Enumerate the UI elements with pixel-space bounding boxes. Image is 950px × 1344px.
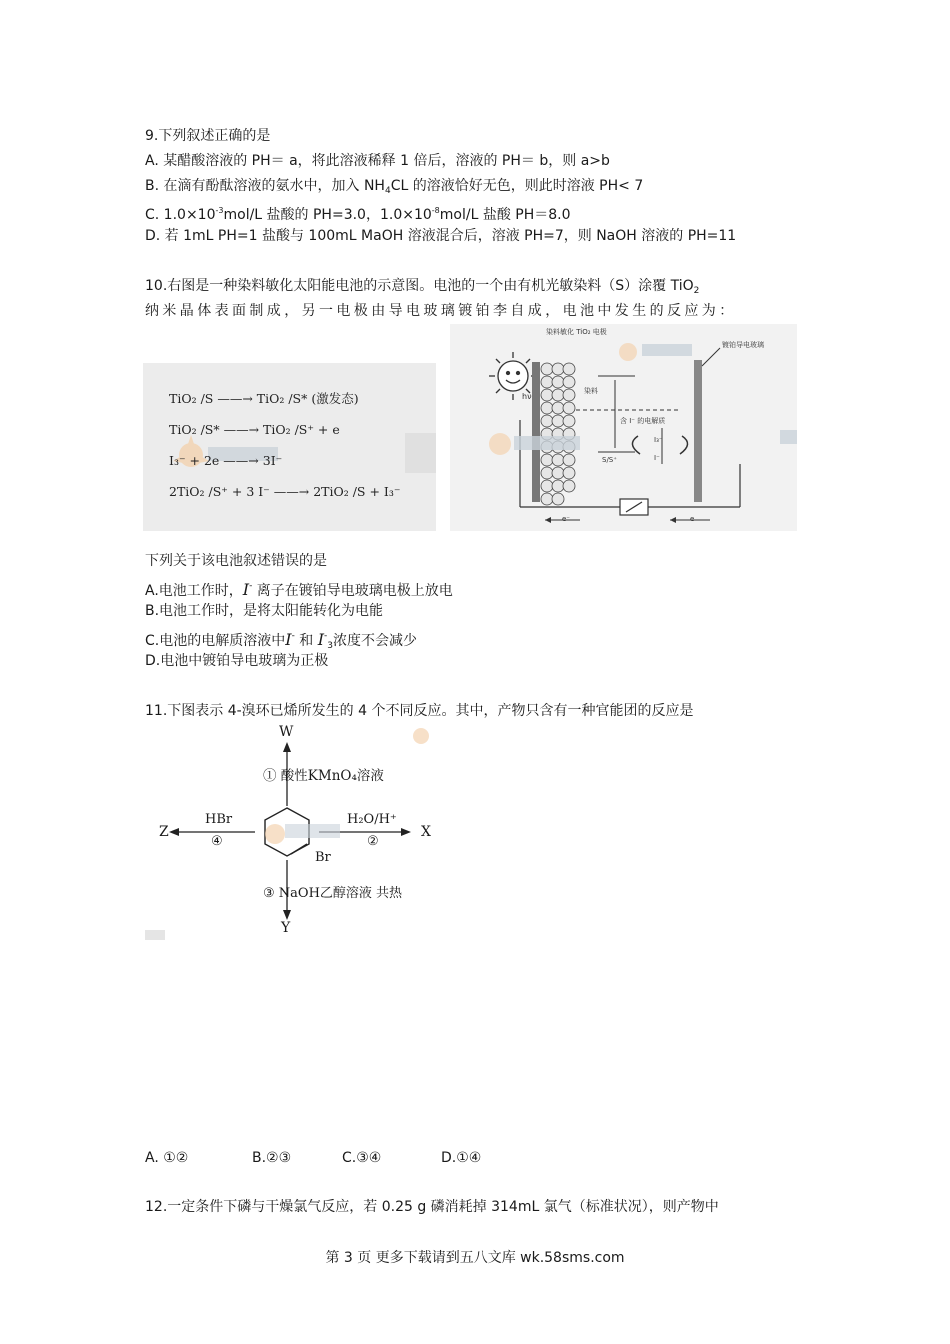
- q11-option-c: C.③④: [342, 1150, 382, 1166]
- label-i3: I₃⁻: [654, 436, 663, 444]
- q10-option-c: C.电池的电解质溶液中I- 和 $I^-_3$浓度不会减少: [145, 630, 418, 651]
- q9-option-c: C. $1.0\times 10^{-3}mol/L$ 盐酸的 PH=3.0，$1.0\times 10^{-8}mol/L$ 盐酸 PH＝8.0: [145, 206, 571, 223]
- product-z: Z: [159, 824, 169, 840]
- q9-title: 9.下列叙述正确的是: [145, 128, 271, 144]
- q9-option-d: D. 若 1mL PH=1 盐酸与 100mL MaOH 溶液混合后，溶液 PH=7，则 NaOH 溶液的 PH=11: [145, 228, 737, 244]
- solar-cell-diagram: [450, 324, 797, 531]
- label-pt-glass: 镀铂导电玻璃: [722, 341, 764, 349]
- q10-question: 下列关于该电池叙述错误的是: [145, 553, 327, 569]
- label-e-left: e⁻: [562, 515, 571, 523]
- label-s-s-plus: S/S⁺: [602, 456, 617, 464]
- reagent-hbr: HBr: [205, 812, 233, 827]
- q9-option-b: B. 在滴有酚酞溶液的氨水中，加入 $NH_4CL$ 的溶液恰好无色，则此时溶液 PH< 7: [145, 178, 644, 196]
- bromocyclohexene-reaction-diagram: [145, 724, 445, 940]
- page-footer: 第 3 页 更多下载请到五八文库 wk.58sms.com: [325, 1250, 625, 1266]
- reagent-h2o: H₂O/H⁺: [347, 812, 397, 827]
- q11-option-b: B.②③: [252, 1150, 292, 1166]
- q10-option-d: D.电池中镀铂导电玻璃为正极: [145, 653, 329, 669]
- reaction-3-label: ③ NaOH乙醇溶液 共热: [263, 886, 403, 901]
- reaction-2: TiO₂ /S* ——→ TiO₂ /S⁺ + e: [169, 422, 340, 437]
- product-y: Y: [281, 920, 291, 936]
- reaction-1: TiO₂ /S ——→ TiO₂ /S* (激发态): [169, 391, 359, 406]
- reaction-4: 2TiO₂ /S⁺ + 3 I⁻ ——→ 2TiO₂ /S + I₃⁻: [169, 484, 401, 499]
- reaction-4-label: ④: [211, 834, 223, 849]
- product-w: W: [279, 724, 294, 740]
- q11-option-d: D.①④: [441, 1150, 482, 1166]
- label-electrolyte: 含 I⁻ 的电解质: [620, 417, 666, 425]
- reaction-equations-figure: [143, 363, 436, 531]
- q11-title: 11.下图表示 4-溴环已烯所发生的 4 个不同反应。其中，产物只含有一种官能团的反应是: [145, 703, 694, 719]
- label-tio2-electrode: 染料敏化 TiO₂ 电极: [546, 328, 607, 336]
- q10-stem-line2: 纳米晶体表面制成，另一电极由导电玻璃镀铂李自成，电池中发生的反应为：: [145, 303, 737, 319]
- product-x: X: [421, 824, 431, 840]
- q12-text: 12.一定条件下磷与干燥氯气反应，若 0.25 g 磷消耗掉 314mL 氯气（标准状况），则产物中: [145, 1199, 719, 1215]
- reaction-3: I₃⁻ + 2e ——→ 3I⁻: [169, 453, 283, 468]
- q10-option-b: B.电池工作时，是将太阳能转化为电能: [145, 603, 384, 619]
- tio2-nanocrystal-layer: [541, 363, 575, 505]
- reaction-2-label: ②: [367, 834, 379, 849]
- label-i: I⁻: [654, 454, 660, 462]
- label-dye: 染料: [584, 387, 598, 395]
- q10-option-a: A.电池工作时，I- 离子在镀铂导电玻璃电极上放电: [145, 580, 453, 599]
- q10-stem-line1: 10.右图是一种染料敏化太阳能电池的示意图。电池的一个由有机光敏染料（S）涂覆 TiO$_2$: [145, 278, 700, 296]
- label-hv: hν: [522, 392, 532, 401]
- q11-option-a: A. ①②: [145, 1150, 189, 1166]
- substituent-br: Br: [315, 850, 331, 865]
- q9-option-a: A. 某醋酸溶液的 PH＝ a，将此溶液稀释 1 倍后，溶液的 PH＝ b，则 a>b: [145, 153, 610, 169]
- label-e-right: e: [690, 515, 695, 523]
- reaction-1-label: ① 酸性KMnO₄溶液: [263, 768, 384, 784]
